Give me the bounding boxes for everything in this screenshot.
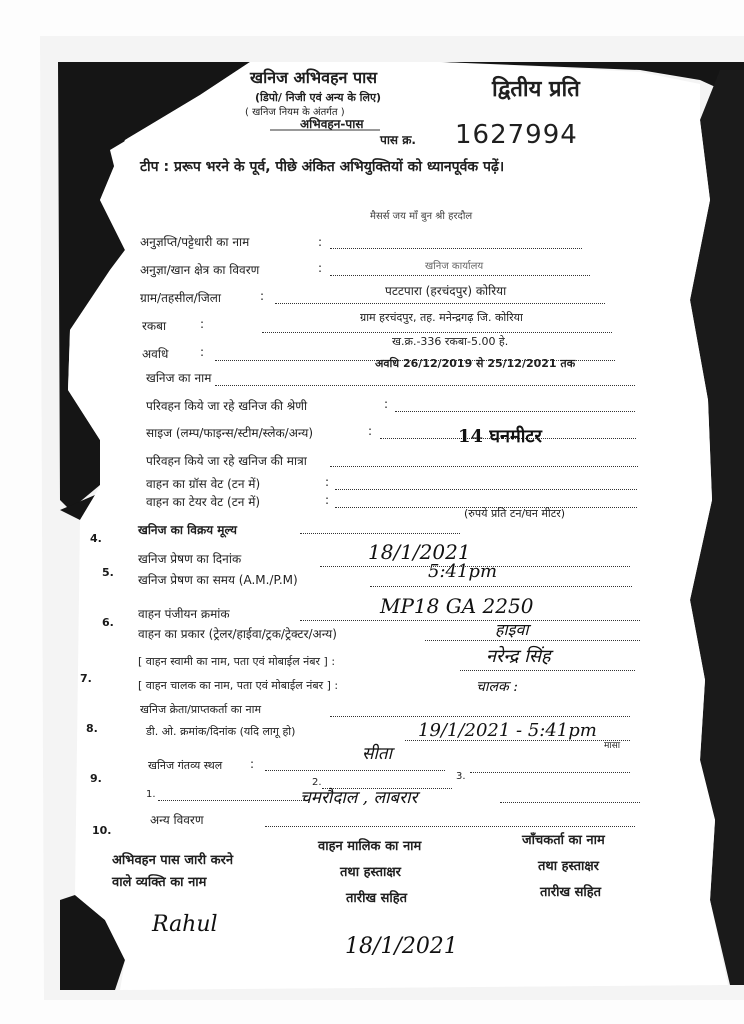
field-colon: :: [325, 493, 330, 507]
inspector-caption-line2: तथा हस्ताक्षर: [538, 859, 599, 874]
dispatch-time-value: 5:41pm: [428, 561, 498, 582]
field-value: ग्राम हरचंदपुर, तह. मनेन्द्रगढ़ जि. कोरिया: [360, 311, 523, 324]
issuer-caption-line2: वाले व्यक्ति का नाम: [112, 875, 207, 890]
list-number: 3.: [456, 771, 466, 782]
field-dotted-line: [500, 802, 640, 803]
field-label: अवधि: [142, 347, 169, 361]
field-dotted-line: [330, 466, 638, 467]
field-colon: :: [200, 317, 205, 331]
field-dotted-line: [470, 772, 630, 773]
vehicle-type-label: वाहन का प्रकार (ट्रेलर/हाईवा/ट्रक/ट्रेक्टर/अन्य): [138, 627, 337, 641]
issuer-signature: Rahul: [152, 912, 218, 937]
field-value: अवधि 26/12/2019 से 25/12/2021 तक: [375, 357, 576, 370]
field-label: परिवहन किये जा रहे खनिज की श्रेणी: [146, 399, 308, 413]
other-details-value: चमरौदाल , लाबरार: [300, 788, 418, 808]
field-dotted-line: [330, 248, 582, 249]
field-dotted-line: [330, 275, 590, 276]
row-number: 6.: [102, 616, 114, 629]
owner-info-label: [ वाहन स्वामी का नाम, पता एवं मोबाईल नंबर ] :: [138, 655, 336, 668]
do-number-label: डी. ओ. क्रमांक/दिनांक (यदि लागू हो): [146, 725, 296, 738]
vehicle-type-value: हाइवा: [495, 620, 529, 639]
document-title: खनिज अभिवहन पास: [250, 68, 378, 87]
field-label: साइज (लम्प/फाइन्स/स्टीम/स्लेक/अन्य): [146, 426, 314, 440]
list-number: 1.: [146, 789, 156, 800]
field-colon: :: [200, 345, 205, 359]
vehicle-reg-label: वाहन पंजीयन क्रमांक: [138, 607, 230, 621]
copy-stamp: द्वितीय प्रति: [492, 76, 580, 102]
driver-info-label: [ वाहन चालक का नाम, पता एवं मोबाईल नंबर ] :: [138, 679, 339, 692]
field-dotted-line: [215, 385, 635, 386]
dispatch-date-value: 18/1/2021: [368, 540, 471, 564]
destination-value: सीता: [362, 744, 392, 764]
owner-caption-line2: तथा हस्ताक्षर: [340, 865, 401, 880]
do-note: मासा: [604, 741, 621, 751]
field-dotted-line: [300, 620, 640, 621]
destination-label: खनिज गंतव्य स्थल: [148, 759, 223, 772]
field-dotted-line: [425, 640, 640, 641]
row-number: 5.: [102, 566, 114, 579]
field-colon: :: [318, 235, 323, 249]
list-number: 2.: [312, 777, 322, 788]
sale-price-label: खनिज का विक्रय मूल्य: [138, 523, 237, 537]
field-dotted-line: [265, 770, 445, 771]
field-label: वाहन का टेयर वेट (टन में): [146, 495, 261, 509]
inspector-caption-line1: जाँचकर्ता का नाम: [522, 833, 605, 848]
dispatch-date-label: खनिज प्रेषण का दिनांक: [138, 552, 242, 566]
owner-caption-line1: वाहन मालिक का नाम: [318, 839, 422, 854]
field-dotted-line: [460, 670, 635, 671]
field-label: वाहन का ग्रॉस वेट (टन में): [146, 477, 261, 491]
row-number: 10.: [92, 824, 112, 837]
issuer-caption-line1: अभिवहन पास जारी करने: [112, 853, 234, 868]
row-number: 8.: [86, 722, 98, 735]
driver-value: चालक :: [476, 679, 518, 695]
dispatch-time-label: खनिज प्रेषण का समय (A.M./P.M): [138, 573, 298, 587]
signature-date: 18/1/2021: [345, 934, 458, 959]
row-number: 7.: [80, 672, 92, 685]
field-dotted-line: [330, 716, 630, 717]
row-number: 9.: [90, 772, 102, 785]
field-dotted-line: [370, 586, 632, 587]
field-value-handwritten: 14 घनमीटर: [458, 426, 542, 447]
field-dotted-line: [265, 826, 635, 827]
field-dotted-line: [300, 533, 460, 534]
document-type: अभिवहन-पास: [300, 117, 364, 131]
document-subtitle: (डिपो/ निजी एवं अन्य के लिए): [255, 91, 382, 104]
field-label: ग्राम/तहसील/जिला: [140, 291, 221, 305]
field-value: खनिज कार्यालय: [425, 261, 484, 272]
field-dotted-line: [158, 800, 308, 801]
field-value: पटटपारा (हरचंदपुर) कोरिया: [385, 284, 507, 298]
buyer-name-label: खनिज क्रेता/प्राप्तकर्ता का नाम: [140, 703, 262, 716]
field-value: मैसर्स जय माँ बुन श्री हरदौल: [370, 211, 473, 222]
pass-number-label: पास क्र.: [380, 133, 416, 147]
field-label: परिवहन किये जा रहे खनिज की मात्रा: [146, 454, 307, 468]
do-number-value: 19/1/2021 - 5:41pm: [418, 720, 597, 741]
field-colon: :: [250, 757, 255, 771]
pass-number: 1627994: [455, 120, 578, 150]
field-dotted-line: [262, 332, 612, 333]
field-colon: :: [318, 261, 323, 275]
vehicle-reg-value: MP18 GA 2250: [380, 594, 534, 618]
field-dotted-line: [335, 489, 637, 490]
inspector-caption-line3: तारीख सहित: [540, 885, 602, 900]
field-colon: :: [260, 289, 265, 303]
price-unit: (रुपये प्रति टन/घन मीटर): [464, 507, 566, 520]
owner-name-value: नरेन्द्र सिंह: [486, 646, 551, 667]
field-label: रकबा: [142, 319, 167, 333]
field-label: खनिज का नाम: [146, 371, 212, 385]
field-label: अनुज्ञा/खान क्षेत्र का विवरण: [140, 263, 260, 277]
instruction-note: टीप : प्ररूप भरने के पूर्व, पीछे अंकित अभियुक्तियों को ध्यानपूर्वक पढ़ें।: [140, 159, 505, 175]
owner-caption-line3: तारीख सहित: [346, 891, 408, 906]
field-label: अनुज्ञप्ति/पट्टेधारी का नाम: [140, 235, 250, 249]
rule-reference: ( खनिज नियम के अंतर्गत ): [245, 107, 345, 118]
field-dotted-line: [275, 303, 605, 304]
field-value: ख.क्र.-336 रकबा-5.00 हे.: [392, 335, 509, 348]
field-colon: :: [384, 397, 389, 411]
field-colon: :: [368, 424, 373, 438]
row-number: 4.: [90, 532, 102, 545]
other-details-label: अन्य विवरण: [150, 813, 204, 827]
field-colon: :: [325, 475, 330, 489]
field-dotted-line: [395, 411, 635, 412]
